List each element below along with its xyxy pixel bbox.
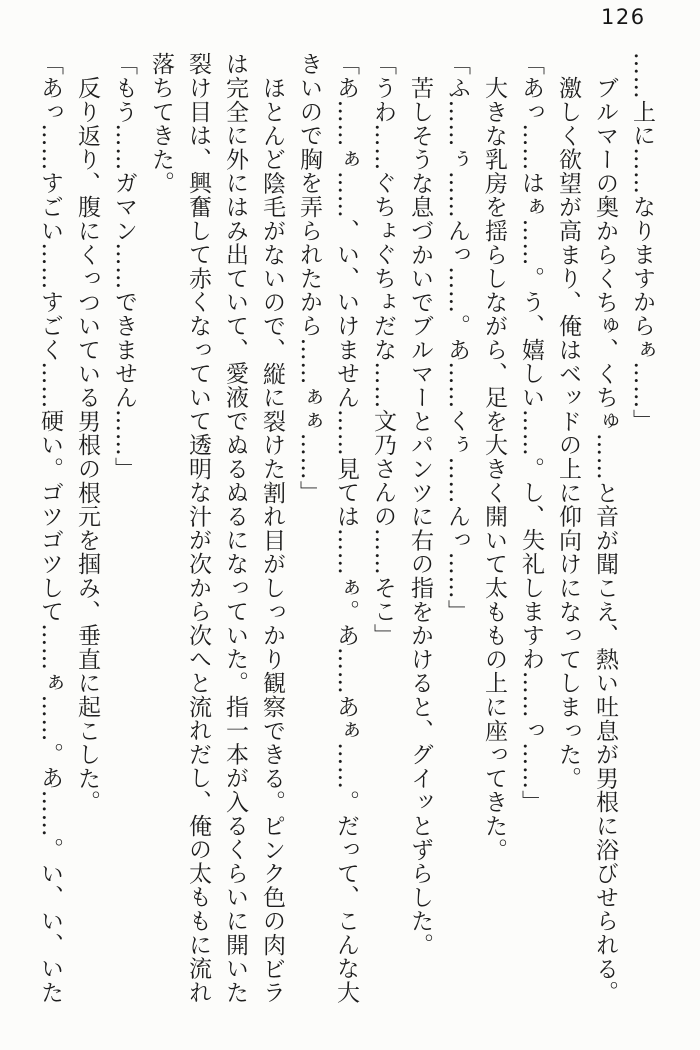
page-number: 126 (601, 5, 646, 29)
paragraph: 激しく欲望が高まり、俺はベッドの上に仰向けになってしまった。 (555, 76, 581, 790)
paragraph: 「あっ……はぁ……。う、嬉しい……。し、失礼しますわ……っ……」 (518, 52, 544, 814)
paragraph: ブルマーの奥からくちゅ、くちゅ……と音が聞こえ、熱い吐息が男根に浴びせられる。 (592, 76, 618, 1005)
paragraph: 苦しそうな息づかいでブルマーとパンツに右の指をかけると、グイッとずらした。 (407, 76, 433, 957)
paragraph: 「うわ……ぐちょぐちょだな……文乃さんの……そこ」 (370, 52, 396, 647)
paragraph: 「ふ……ぅ……んっ……。あ……くぅ……んっ……」 (444, 52, 470, 624)
paragraph: ほとんど陰毛がないので、縦に裂けた割れ目がしっかり観察できる。ピンク色の肉ビラは完全に外にはみ出ていて、愛液でぬるぬるになっていた。指一本が入るくらいに開いた裂け目は、興奮して赤くなっていて透明な汁が次から次へと流れだし、俺の太ももに流れ落ちてきた。 (148, 52, 285, 1005)
paragraph: 大きな乳房を揺らしながら、足を大きく開いて太ももの上に座ってきた。 (481, 76, 507, 862)
paragraph: ……上に……なりますからぁ……」 (629, 52, 655, 433)
text-block (26, 52, 660, 1010)
paragraph: 「あ……ぁ……、い、いけません……見ては……ぁ。あ……あぁ……。だって、こんな大きいので胸を弄られたから……ぁぁ……」 (296, 52, 359, 1004)
paragraph: 「もう……ガマン……できません……」 (111, 52, 137, 481)
paragraph: 「あっ……すごい……すごく……硬い。ゴツゴツして……ぁ……。あ……。い、い、いた (37, 52, 63, 1004)
paragraph: 反り返り、腹にくっついている男根の根元を掴み、垂直に起こした。 (74, 76, 100, 814)
